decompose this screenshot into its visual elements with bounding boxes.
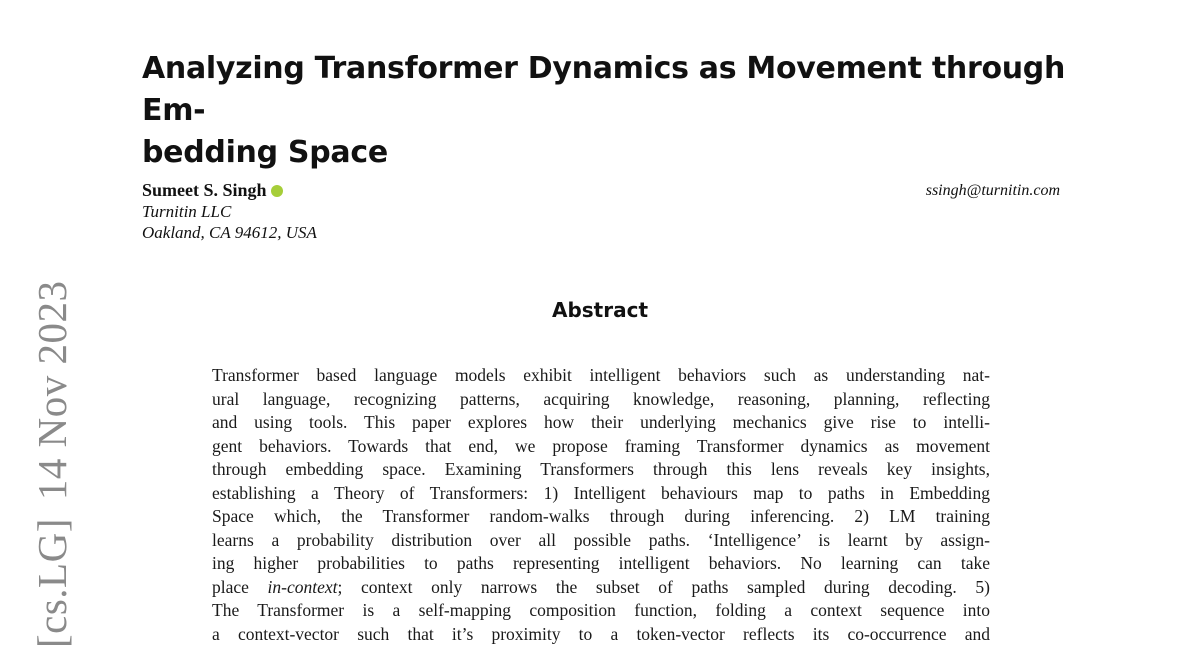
abstract-line: and using tools. This paper explores how their underlying mechanics give rise to intelli-: [212, 412, 990, 432]
author-block: [142, 180, 1062, 243]
abstract-line: Transformer based language models exhibit intelligent behaviors such as understanding nat-: [212, 365, 990, 385]
arxiv-side-stamp: [20, 280, 80, 648]
abstract-line: a context-vector such that it’s proximity to a token-vector reflects its co-occurrence and: [212, 623, 990, 644]
abstract-line: Space which, the Transformer random-walks through during inferencing. 2) LM training: [212, 506, 990, 526]
author-affiliation: Turnitin LLC: [142, 202, 232, 221]
abstract-line: gent behaviors. Towards that end, we propose framing Transformer dynamics as movement: [212, 435, 990, 456]
abstract-line: The Transformer is a self-mapping composition function, folding a context sequence into: [212, 600, 990, 620]
orcid-icon[interactable]: [271, 185, 283, 197]
abstract-line: ing higher probabilities to paths representing intelligent behaviors. No learning can take: [212, 553, 990, 573]
author-address: Oakland, CA 94612, USA: [142, 223, 317, 242]
abstract-line: ural language, recognizing patterns, acquiring knowledge, reasoning, planning, reflecting: [212, 388, 990, 409]
emphasis-in-context: in-context: [267, 576, 338, 597]
abstract-line: learns a probability distribution over all possible paths. ‘Intelligence’ is learnt by assign-: [212, 529, 990, 550]
arxiv-category: [cs.LG]: [29, 518, 75, 648]
abstract-line: place in-context; context only narrows the subset of paths sampled during decoding. 5): [212, 576, 990, 597]
author-name: Sumeet S. Singh: [142, 180, 267, 200]
arxiv-date: 14 Nov 2023: [29, 280, 75, 501]
paper-title: [142, 48, 1072, 174]
paper-title-line-1: Analyzing Transformer Dynamics as Movement through Em-: [142, 51, 1066, 128]
author-email[interactable]: ssingh@turnitin.com: [925, 182, 1060, 199]
abstract-body: [212, 364, 990, 646]
abstract-heading: Abstract: [551, 298, 649, 322]
abstract-line: establishing a Theory of Transformers: 1) Intelligent behaviours map to paths in Embedding: [212, 482, 990, 503]
paper-title-line-2: bedding Space: [142, 135, 388, 170]
abstract-line: through embedding space. Examining Transformers through this lens reveals key insights,: [212, 459, 990, 479]
